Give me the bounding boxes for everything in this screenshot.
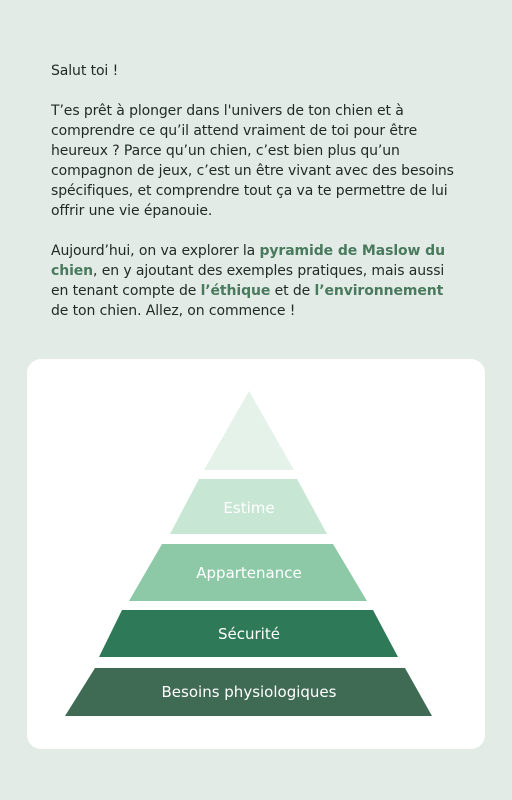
label-securite: Sécurité [218,625,280,643]
highlight-maslow: pyramide de Maslow du chien [51,243,445,279]
highlight-ethique: l’éthique [200,283,271,299]
intro-text [51,61,461,341]
pyramid-level-top [204,391,294,470]
intro-paragraph-1: T’es prêt à plonger dans l'univers de ton chien et à comprendre ce qu’il attend vraiment de toi pour être heureux ? Parce qu’un chien, c’est bien plus qu’un compagnon de jeux, c’est un être vivant avec des besoins spécifiques, et comprendre tout ça va te permettre de lui offrir une vie épanouie. [51,103,454,219]
label-appartenance: Appartenance [196,564,302,582]
pyramid-card [27,359,485,749]
paragraph-2-part-3: et de [270,283,315,299]
maslow-pyramid [27,359,485,749]
highlight-environnement: l’environnement [314,283,444,299]
paragraph-2-part-4: de ton chien. Allez, on commence ! [51,303,296,319]
paragraph-2-part-2: , en y ajoutant des exemples pratiques, mais aussi en tenant compte de [51,263,445,299]
greeting: Salut toi ! [51,63,119,79]
intro-paragraph-2 [51,241,461,321]
label-estime: Estime [223,499,275,517]
label-besoins: Besoins physiologiques [161,683,337,701]
paragraph-2-part-1: Aujourd’hui, on va explorer la [51,243,260,259]
